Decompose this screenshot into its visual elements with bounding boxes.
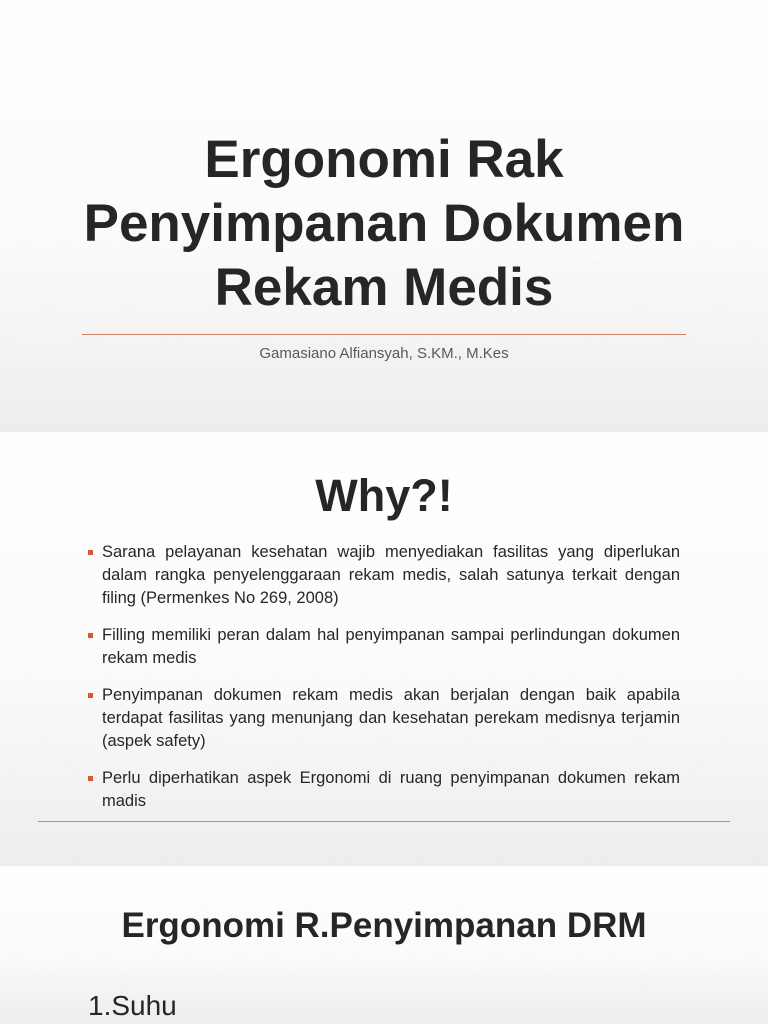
bullet-icon <box>88 693 93 698</box>
bullet-item <box>88 684 680 753</box>
bullet-icon <box>88 633 93 638</box>
bullet-icon <box>88 550 93 555</box>
title-line-2: Penyimpanan Dokumen <box>83 194 685 253</box>
bottom-divider <box>38 821 730 822</box>
title-divider <box>82 334 686 335</box>
bullet-item <box>88 767 680 813</box>
bullet-text: Perlu diperhatikan aspek Ergonomi di ruang penyimpanan dokumen rekam madis <box>102 769 680 810</box>
bullet-list <box>88 541 680 827</box>
bullet-icon <box>88 776 93 781</box>
slide-heading: Ergonomi R.Penyimpanan DRM <box>121 906 647 945</box>
bullet-item <box>88 541 680 610</box>
presentation-title <box>0 128 768 320</box>
author-subtitle: Gamasiano Alfiansyah, S.KM., M.Kes <box>259 345 509 362</box>
bullet-text: Sarana pelayanan kesehatan wajib menyediakan fasilitas yang diperlukan dalam rangka penyelenggaraan rekam medis, salah satunya terkait dengan filing (Permenkes No 269, 2008) <box>102 543 680 607</box>
list-item-suhu: 1.Suhu <box>88 990 177 1021</box>
bullet-text: Penyimpanan dokumen rekam medis akan berjalan dengan baik apabila terdapat fasilitas yang menunjang dan kesehatan perekam medisnya terjamin (aspek safety) <box>102 686 680 750</box>
title-line-3: Rekam Medis <box>214 258 554 317</box>
bullet-text: Filling memiliki peran dalam hal penyimpanan sampai perlindungan dokumen rekam medis <box>102 626 680 667</box>
slide-heading: Why?! <box>315 470 453 521</box>
bullet-item <box>88 624 680 670</box>
slide-ergonomi <box>0 866 768 1024</box>
slide-why <box>0 432 768 866</box>
title-line-1: Ergonomi Rak <box>204 130 564 189</box>
slide-title <box>0 0 768 432</box>
